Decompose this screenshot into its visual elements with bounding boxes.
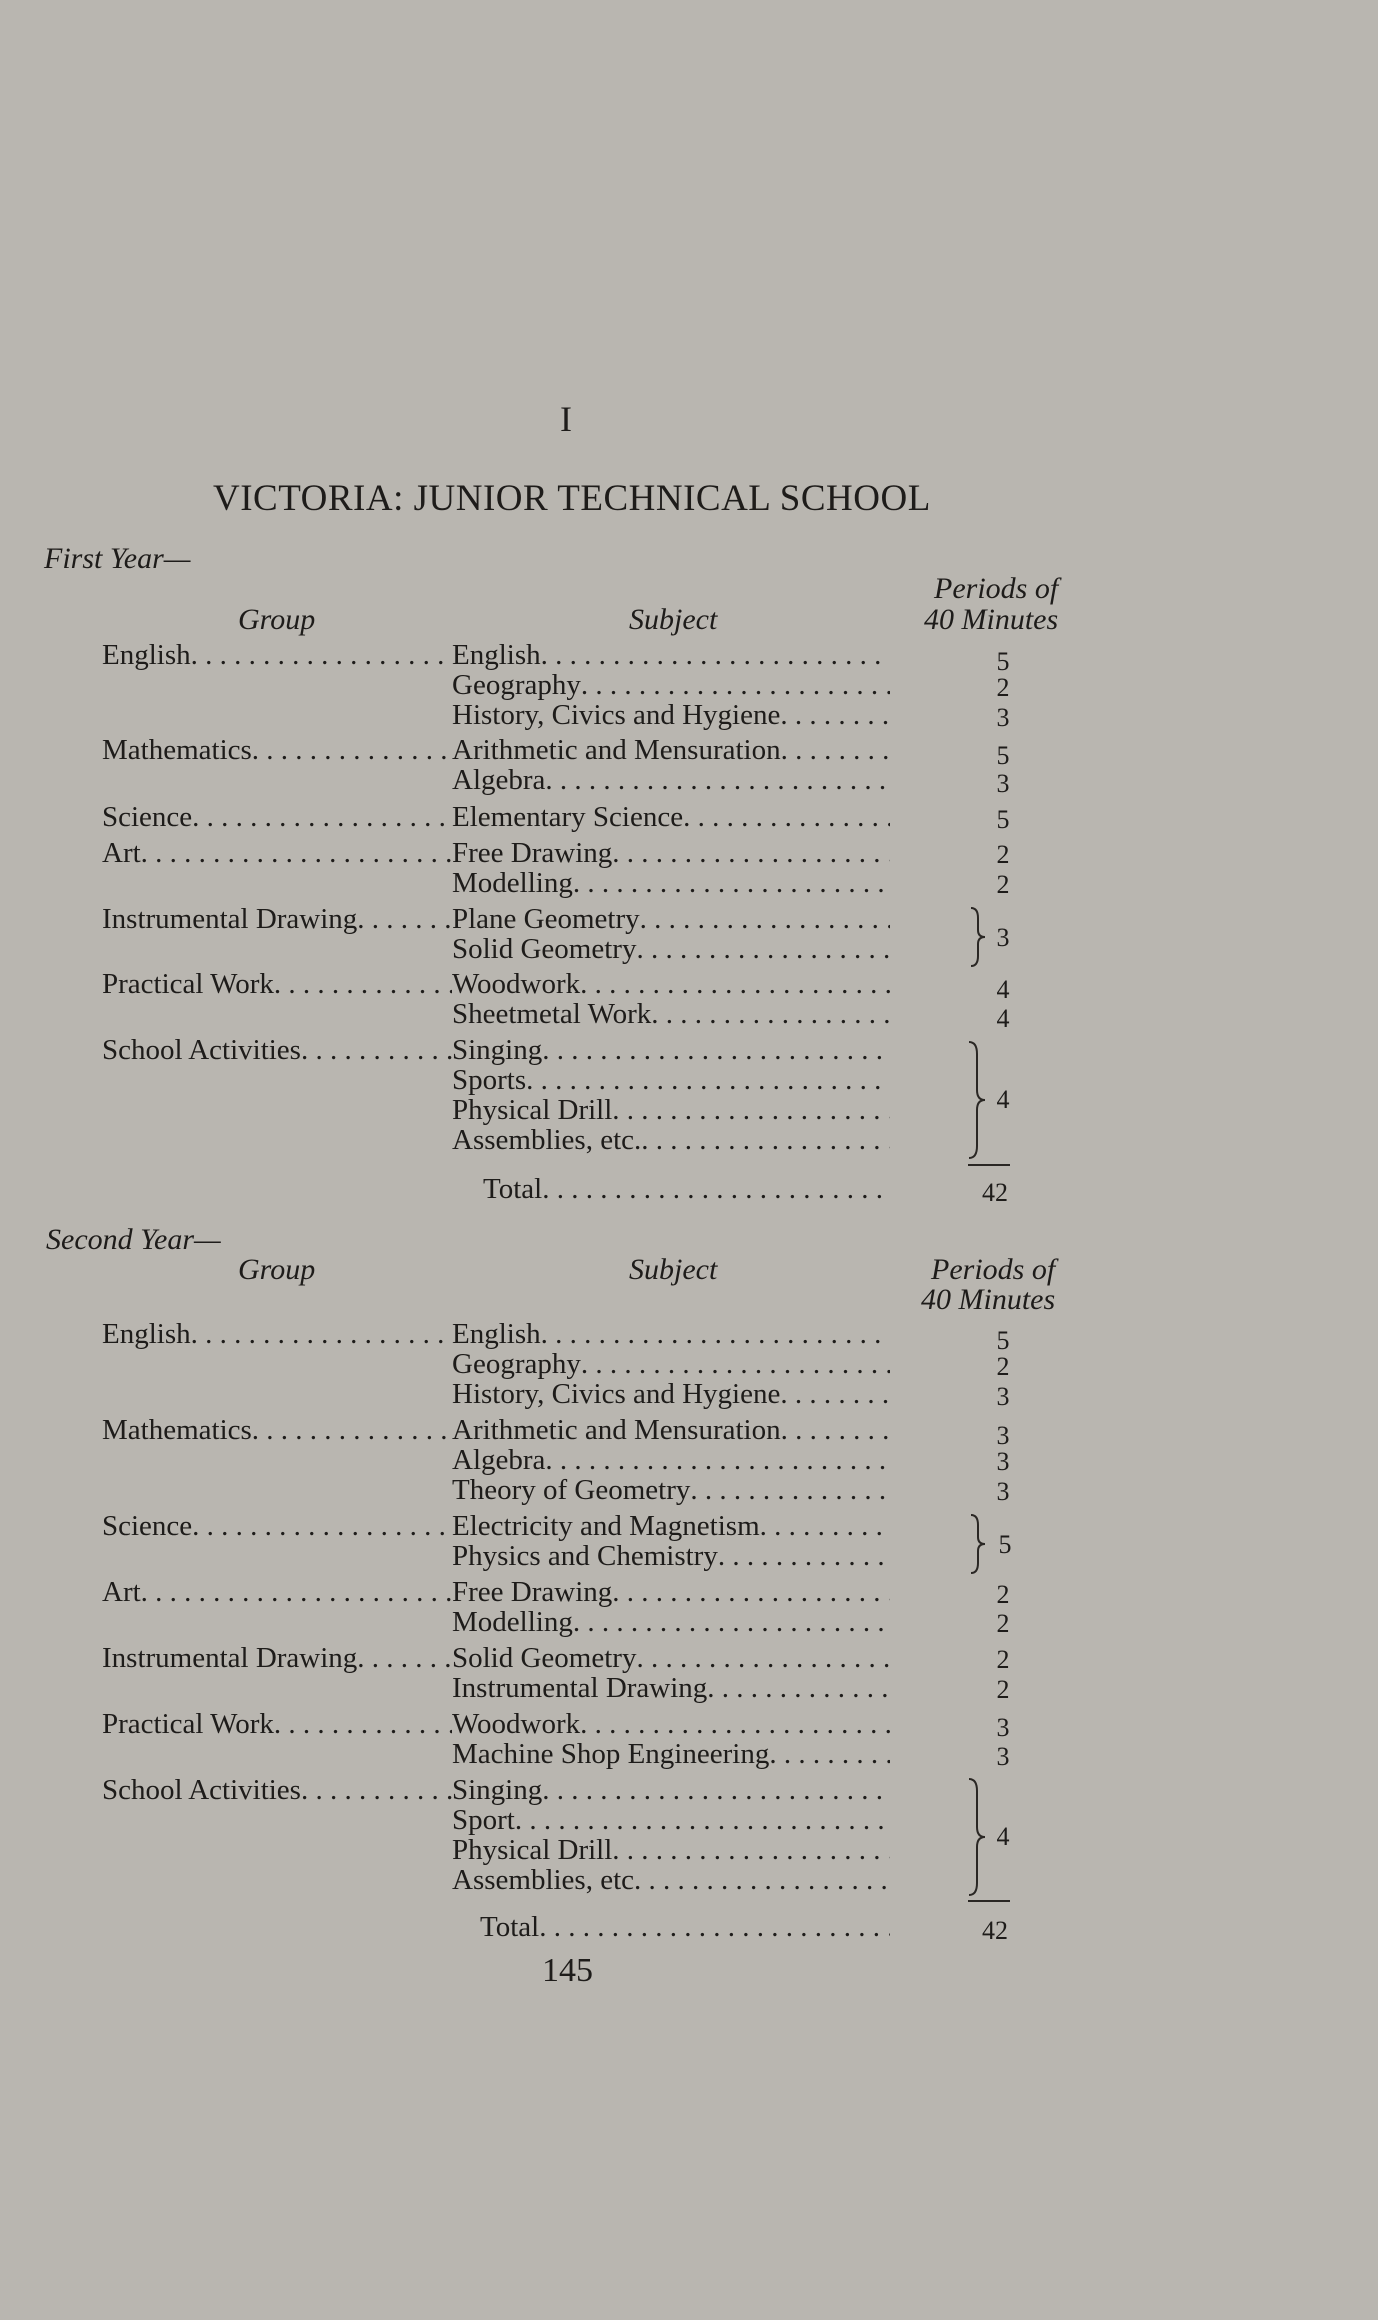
group-name: English	[102, 639, 191, 671]
table-row-subject	[452, 1124, 890, 1157]
table-row-subject	[452, 1774, 890, 1807]
period-value: 2	[996, 1609, 1010, 1638]
subject-name: Assemblies, etc.	[452, 1124, 642, 1156]
table-row-subject	[452, 1064, 890, 1097]
group-name: Practical Work	[102, 1708, 274, 1740]
subject-name: Sport	[452, 1804, 515, 1836]
period-value: 5	[996, 1326, 1010, 1355]
table-row-subject	[452, 837, 890, 870]
table-row-subject	[452, 1642, 890, 1675]
first-year-heading: First Year—	[44, 542, 191, 575]
group-name: School Activities	[102, 1774, 301, 1806]
group-name: Art	[102, 837, 141, 869]
subject-name: Physics and Chemistry	[452, 1540, 718, 1572]
subject-name: Singing	[452, 1774, 543, 1806]
period-value: 2	[996, 1645, 1010, 1674]
table-row-subject	[452, 1834, 890, 1867]
period-value: 4	[996, 1004, 1010, 1033]
first-year-col-periods-1: Periods of	[934, 572, 1059, 605]
table-row-group	[102, 1510, 452, 1543]
table-row-subject	[452, 903, 890, 936]
period-value: 2	[996, 840, 1010, 869]
subject-name: Machine Shop Engineering	[452, 1738, 770, 1770]
subject-name: Woodwork	[452, 968, 581, 1000]
table-row-subject	[452, 1672, 890, 1705]
table-row-subject	[452, 998, 890, 1031]
period-value: 3	[996, 1421, 1010, 1450]
subject-name: Solid Geometry	[452, 1642, 637, 1674]
subject-name: Free Drawing	[452, 1576, 613, 1608]
group-name: Practical Work	[102, 968, 274, 1000]
group-name: School Activities	[102, 1034, 301, 1066]
table-row-subject	[452, 801, 890, 834]
period-value: 3	[996, 769, 1010, 798]
period-value: 3	[996, 923, 1010, 952]
table-row-group	[102, 1414, 452, 1447]
subject-name: Elementary Science	[452, 801, 684, 833]
chapter-number: I	[560, 399, 572, 439]
subject-name: Sheetmetal Work	[452, 998, 652, 1030]
second-year-col-periods-2: 40 Minutes	[921, 1283, 1056, 1316]
table-row-subject	[452, 1094, 890, 1127]
period-value: 3	[996, 1382, 1010, 1411]
table-row-subject	[452, 1378, 890, 1411]
total-label: Total	[483, 1173, 543, 1205]
second-year-heading: Second Year—	[46, 1223, 221, 1256]
subject-name: Arithmetic and Mensuration	[452, 734, 781, 766]
table-row-subject	[452, 1034, 890, 1067]
subject-name: Sports	[452, 1064, 527, 1096]
table-row-group	[102, 801, 452, 834]
period-value: 3	[996, 1477, 1010, 1506]
table-row-subject	[452, 764, 890, 797]
subject-name: Theory of Geometry	[452, 1474, 691, 1506]
subject-name: Instrumental Drawing	[452, 1672, 708, 1704]
table-row-group	[102, 1318, 452, 1351]
subject-name: Modelling	[452, 867, 573, 899]
table-row-subject	[452, 669, 890, 702]
table-row-subject	[452, 933, 890, 966]
period-value: 4	[996, 1085, 1010, 1114]
subject-name: English	[452, 639, 541, 671]
total-row	[480, 1911, 890, 1944]
table-row-group	[102, 639, 452, 672]
table-row-subject	[452, 639, 890, 672]
table-row-group	[102, 1774, 452, 1807]
first-year-col-group: Group	[238, 603, 316, 636]
table-row-subject	[452, 734, 890, 767]
group-name: Science	[102, 1510, 193, 1542]
subject-name: Plane Geometry	[452, 903, 640, 935]
period-value: 2	[996, 673, 1010, 702]
table-row-subject	[452, 1738, 890, 1771]
table-row-subject	[452, 1576, 890, 1609]
table-row-group	[102, 1576, 452, 1609]
second-year-col-periods-1: Periods of	[931, 1253, 1056, 1286]
period-value: 5	[996, 805, 1010, 834]
second-year-col-subject: Subject	[629, 1253, 718, 1286]
table-row-subject	[452, 1444, 890, 1477]
subject-name: Geography	[452, 669, 581, 701]
subject-name: Woodwork	[452, 1708, 581, 1740]
group-name: Instrumental Drawing	[102, 1642, 358, 1674]
subject-name: Assemblies, etc	[452, 1864, 635, 1896]
total-value: 42	[982, 1178, 1008, 1207]
first-year-col-subject: Subject	[629, 603, 718, 636]
total-row	[483, 1173, 890, 1206]
group-name: Mathematics	[102, 734, 252, 766]
period-value: 5	[996, 741, 1010, 770]
period-value: 2	[996, 1675, 1010, 1704]
period-value: 3	[996, 1713, 1010, 1742]
table-row-subject	[452, 1474, 890, 1507]
table-row-group	[102, 1642, 452, 1675]
total-value: 42	[982, 1916, 1008, 1945]
table-row-subject	[452, 1414, 890, 1447]
total-rule	[968, 1164, 1010, 1166]
period-value: 2	[996, 1580, 1010, 1609]
table-row-subject	[452, 1540, 890, 1573]
total-label: Total	[480, 1911, 540, 1943]
subject-name: Electricity and Magnetism	[452, 1510, 760, 1542]
period-value: 4	[996, 975, 1010, 1004]
period-value: 3	[996, 703, 1010, 732]
period-value: 2	[996, 870, 1010, 899]
second-year-col-group: Group	[238, 1253, 316, 1286]
page-title: VICTORIA: JUNIOR TECHNICAL SCHOOL	[213, 478, 931, 519]
group-name: Art	[102, 1576, 141, 1608]
first-year-col-periods-2: 40 Minutes	[924, 603, 1059, 636]
group-name: English	[102, 1318, 191, 1350]
subject-name: Singing	[452, 1034, 543, 1066]
table-row-subject	[452, 1804, 890, 1837]
table-row-group	[102, 903, 452, 936]
table-row-subject	[452, 1864, 890, 1897]
group-name: Science	[102, 801, 193, 833]
group-name: Instrumental Drawing	[102, 903, 358, 935]
total-rule	[968, 1900, 1010, 1902]
table-row-group	[102, 968, 452, 1001]
page-number: 145	[542, 1952, 593, 1989]
table-row-subject	[452, 1708, 890, 1741]
table-row-subject	[452, 1510, 890, 1543]
subject-name: Arithmetic and Mensuration	[452, 1414, 781, 1446]
subject-name: Algebra	[452, 1444, 546, 1476]
table-row-group	[102, 1708, 452, 1741]
period-value: 3	[996, 1447, 1010, 1476]
period-value: 5	[998, 1530, 1012, 1559]
table-row-subject	[452, 867, 890, 900]
table-row-subject	[452, 699, 890, 732]
period-value: 4	[996, 1822, 1010, 1851]
subject-name: Physical Drill	[452, 1094, 613, 1126]
subject-name: Physical Drill	[452, 1834, 613, 1866]
subject-name: English	[452, 1318, 541, 1350]
subject-name: Solid Geometry	[452, 933, 637, 965]
subject-name: Geography	[452, 1348, 581, 1380]
period-value: 2	[996, 1352, 1010, 1381]
subject-name: Modelling	[452, 1606, 573, 1638]
table-row-group	[102, 734, 452, 767]
table-row-subject	[452, 1606, 890, 1639]
table-row-group	[102, 837, 452, 870]
subject-name: History, Civics and Hygiene	[452, 1378, 781, 1410]
group-name: Mathematics	[102, 1414, 252, 1446]
subject-name: History, Civics and Hygiene	[452, 699, 781, 731]
subject-name: Algebra	[452, 764, 546, 796]
subject-name: Free Drawing	[452, 837, 613, 869]
table-row-subject	[452, 1318, 890, 1351]
period-value: 5	[996, 647, 1010, 676]
table-row-subject	[452, 968, 890, 1001]
table-row-subject	[452, 1348, 890, 1381]
table-row-group	[102, 1034, 452, 1067]
period-value: 3	[996, 1742, 1010, 1771]
